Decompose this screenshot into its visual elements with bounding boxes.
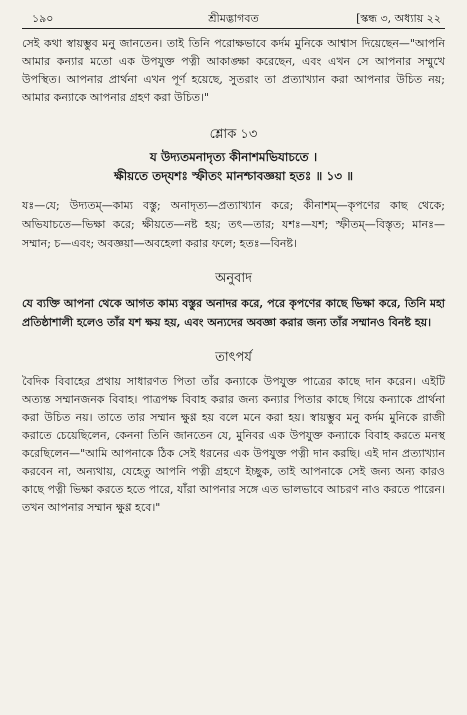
page-header	[22, 6, 445, 29]
purport-heading: তাৎপর্য	[215, 350, 252, 365]
section-label: [স্কন্ধ ৩, অধ্যায় ২২	[356, 12, 441, 25]
translation-text: যে ব্যক্তি আপনা থেকে আগত কাম্য বস্তুর অনাদর করে, পরে কৃপণের কাছে ভিক্ষা করে, তিনি মহা প্রতিষ্ঠাশালী হলেও তাঁর যশ ক্ষয় হয়, এবং অন্যদের অবজ্ঞা করার জন্য তাঁর সম্মানও বিনষ্ট হয়।	[22, 297, 445, 329]
translation-heading: অনুবাদ	[215, 271, 252, 286]
page-number: ১৯০	[32, 12, 54, 25]
verse-line-1: য উদ্যতমনাদৃত্য কীনাশমভিযাচতে ।	[149, 150, 318, 164]
purport-text: বৈদিক বিবাহের প্রথায় সাধারণত পিতা তাঁর কন্যাকে উপযুক্ত পাত্রের কাছে দান করেন। এইটি অত্যন্ত সম্মানজনক বিবাহ। পাত্রপক্ষ বিবাহ করার জন্য কন্যার পিতার কাছে গিয়ে কন্যাকে প্রার্থনা করা উচিত নয়। তাতে তার সম্মান ক্ষুণ্ণ হয় বলে মনে করা হয়। স্বায়ম্ভুব মনু কর্দম মুনিকে রাজী করাতে চেয়েছিলেন, কেননা তিনি জানতেন যে, মুনিবর এক উপযুক্ত কন্যাকে বিবাহ করতে মনস্থ করেছিলেন—"আমি আপনাকে ঠিক সেই ধরনের এক উপযুক্ত পত্নী দান করছি। এই দান প্রত্যাখ্যান করবেন না, অন্যথায়, যেহেতু আপনি পত্নী গ্রহণে ইচ্ছুক, তাই আপনাকে সেই জন্য অন্য কারও কাছে পত্নী ভিক্ষা করতে হতে পারে, যাঁরা আপনার সঙ্গে এত ভালভাবে আচরণ নাও করতে পারেন। তখন আপনার সম্মান ক্ষুণ্ণ হবে।"	[22, 375, 445, 514]
verse-heading: শ্লোক ১৩	[209, 127, 258, 142]
intro-paragraph: সেই কথা স্বায়ম্ভুব মনু জানতেন। তাই তিনি পরোক্ষভাবে কর্দম মুনিকে আশ্বাস দিয়েছেন—"আপনি আমার কন্যার মতো এক উপযুক্ত পত্নী আকাঙ্ক্ষা করেছেন, এবং এখন সে আপনার সম্মুখে উপস্থিত। আপনার প্রার্থনা এখন পূর্ণ হয়েছে, সুতরাং তা প্রত্যাখ্যান করা আপনার উচিত নয়; আমার কন্যাকে আপনার গ্রহণ করা উচিত।"	[22, 37, 445, 104]
book-title: শ্রীমদ্ভাগবত	[208, 12, 259, 25]
word-meanings: যঃ—যে; উদ্যতম্—কাম্য বস্তু; অনাদৃত্য—প্রত্যাখ্যান করে; কীনাশম্—কৃপণের কাছ থেকে; অভিযাচতে—ভিক্ষা করে; ক্ষীয়তে—নষ্ট হয়; তৎ—তার; যশঃ—যশ; স্ফীতম্—বিস্তৃত; মানঃ—সম্মান; চ—এবং; অবজ্ঞয়া—অবহেলা করার ফলে; হতঃ—বিনষ্ট।	[22, 199, 445, 250]
verse-line-2: ক্ষীয়তে তদ্‌যশঃ স্ফীতং মানশ্চাবজ্ঞয়া হতঃ ॥ ১৩ ॥	[113, 169, 354, 183]
